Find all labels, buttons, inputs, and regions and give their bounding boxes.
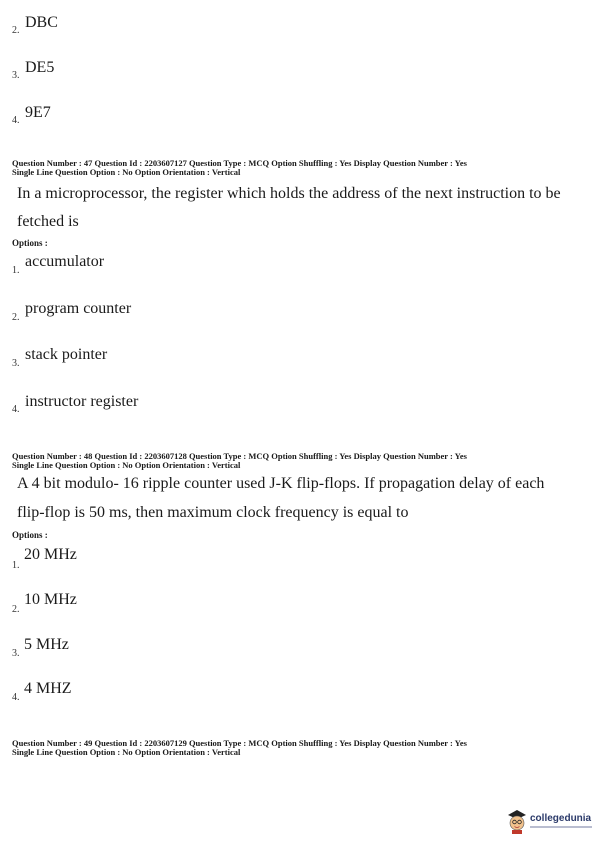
question-meta-line: Single Line Question Option : No Option Orientation : Vertical: [12, 460, 241, 470]
option-number: 2.: [12, 312, 20, 323]
question-meta-line: Question Number : 48 Question Id : 2203607128 Question Type : MCQ Option Shuffling : Yes Display Question Number : Yes: [12, 451, 467, 461]
option-number: 1.: [12, 265, 20, 276]
logo-tagline-bar: [530, 826, 592, 828]
option-number: 4.: [12, 404, 20, 415]
question-meta-line: Single Line Question Option : No Option Orientation : Vertical: [12, 167, 241, 177]
options-label: Options :: [12, 530, 48, 540]
option-text: 4 MHZ: [24, 680, 72, 697]
question-meta-line: Single Line Question Option : No Option Orientation : Vertical: [12, 747, 241, 757]
question-meta-line: Question Number : 47 Question Id : 2203607127 Question Type : MCQ Option Shuffling : Yes Display Question Number : Yes: [12, 158, 467, 168]
logo-wordmark: collegedunia: [530, 813, 592, 824]
options-label: Options :: [12, 238, 48, 248]
option-number: 4.: [12, 115, 20, 126]
option-text: 9E7: [25, 104, 51, 121]
option-text: DBC: [25, 14, 58, 31]
question-text-line: fetched is: [17, 213, 79, 230]
option-text: stack pointer: [25, 346, 108, 363]
option-text: 10 MHz: [24, 591, 77, 608]
question-text-line: In a microprocessor, the register which holds the address of the next instruction to be: [17, 185, 561, 202]
question-text-line: flip-flop is 50 ms, then maximum clock frequency is equal to: [17, 504, 409, 521]
option-text: 20 MHz: [24, 546, 77, 563]
option-number: 3.: [12, 70, 20, 81]
mascot-icon: [506, 808, 528, 834]
option-text: DE5: [25, 59, 55, 76]
option-number: 4.: [12, 692, 20, 703]
option-number: 3.: [12, 648, 20, 659]
option-number: 2.: [12, 25, 20, 36]
option-text: instructor register: [25, 393, 139, 410]
option-text: program counter: [25, 300, 132, 317]
question-text-line: A 4 bit modulo- 16 ripple counter used J-K flip-flops. If propagation delay of each: [17, 475, 545, 492]
option-text: accumulator: [25, 253, 105, 270]
collegedunia-logo: [506, 804, 595, 838]
option-number: 3.: [12, 358, 20, 369]
option-number: 2.: [12, 604, 20, 615]
option-number: 1.: [12, 560, 20, 571]
question-meta-line: Question Number : 49 Question Id : 2203607129 Question Type : MCQ Option Shuffling : Yes Display Question Number : Yes: [12, 738, 467, 748]
option-text: 5 MHz: [24, 636, 69, 653]
